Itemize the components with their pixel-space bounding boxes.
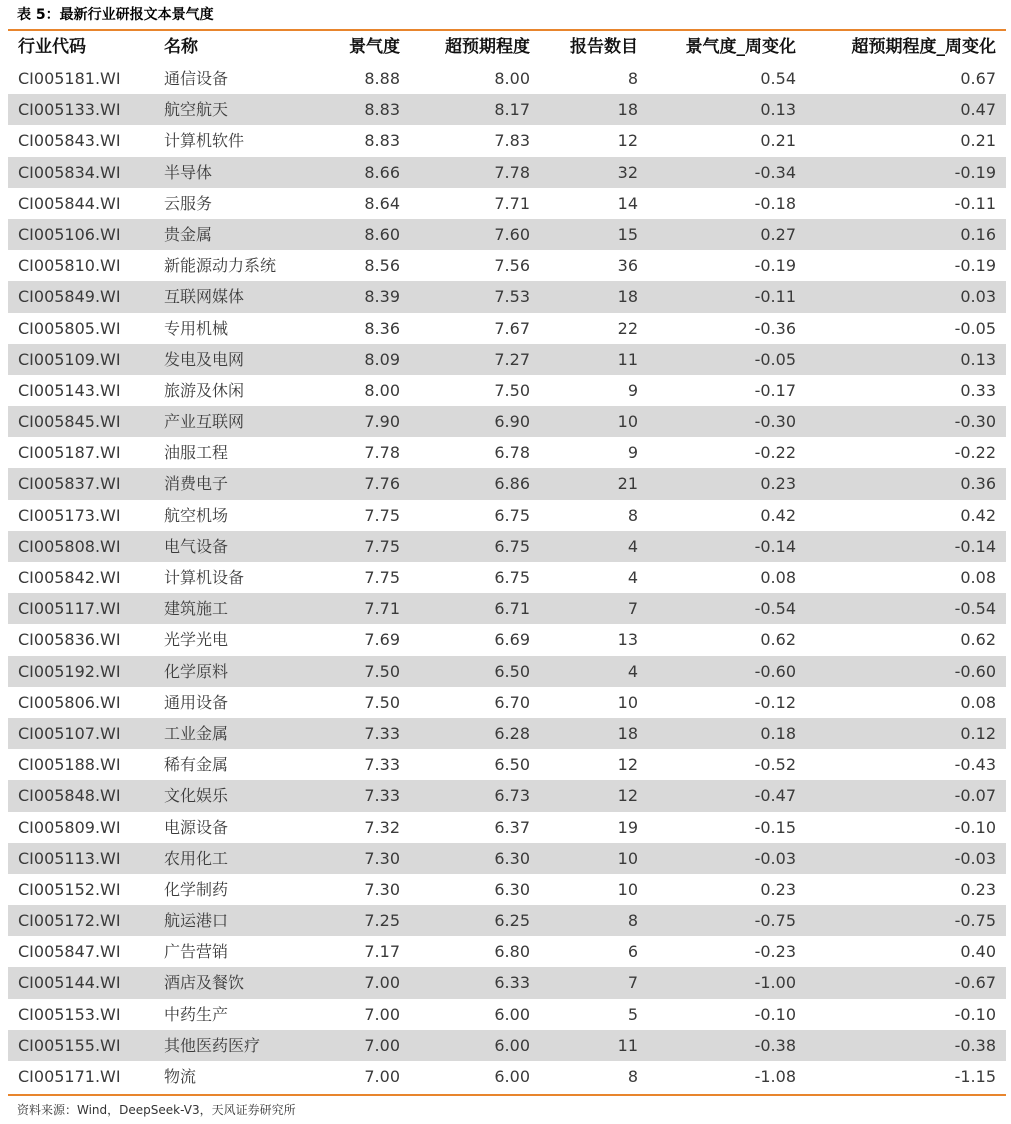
table-row bbox=[8, 656, 1006, 687]
cell-report-count: 32 bbox=[617, 162, 638, 182]
cell-surprise-degree: 6.75 bbox=[494, 568, 530, 587]
cell-report-count: 4 bbox=[627, 568, 638, 587]
cell-industry-code: CI005806.WI bbox=[18, 692, 121, 712]
cell-surprise-weekly-change: -0.22 bbox=[954, 443, 996, 463]
cell-sentiment: 7.50 bbox=[364, 692, 400, 712]
cell-industry-code: CI005837.WI bbox=[18, 474, 121, 494]
cell-sentiment-weekly-change: -0.23 bbox=[754, 942, 796, 962]
cell-sentiment: 8.88 bbox=[364, 69, 400, 88]
cell-sentiment-weekly-change: 0.08 bbox=[760, 568, 796, 587]
cell-surprise-weekly-change: -0.10 bbox=[954, 1004, 996, 1024]
cell-industry-code: CI005849.WI bbox=[18, 287, 121, 307]
cell-report-count: 7 bbox=[627, 599, 638, 619]
cell-sentiment-weekly-change: -0.52 bbox=[754, 755, 796, 775]
cell-surprise-degree: 6.86 bbox=[494, 474, 530, 494]
cell-surprise-weekly-change: 0.16 bbox=[960, 224, 996, 244]
cell-surprise-degree: 6.71 bbox=[494, 599, 530, 619]
cell-name: 旅游及休闲 bbox=[164, 380, 245, 400]
table-row bbox=[8, 749, 1006, 780]
cell-sentiment: 7.90 bbox=[364, 412, 400, 432]
cell-surprise-degree: 7.71 bbox=[494, 193, 530, 213]
cell-report-count: 18 bbox=[617, 287, 638, 307]
cell-industry-code: CI005836.WI bbox=[18, 630, 121, 650]
cell-name: 工业金属 bbox=[164, 723, 229, 743]
cell-surprise-weekly-change: 0.08 bbox=[960, 692, 996, 712]
cell-report-count: 9 bbox=[627, 380, 638, 400]
cell-surprise-weekly-change: -0.14 bbox=[954, 536, 996, 556]
cell-name: 计算机设备 bbox=[164, 568, 245, 587]
cell-surprise-weekly-change: 0.12 bbox=[960, 723, 996, 743]
cell-report-count: 8 bbox=[627, 505, 638, 525]
table-row bbox=[8, 94, 1006, 125]
cell-sentiment-weekly-change: -0.15 bbox=[754, 817, 796, 837]
cell-industry-code: CI005848.WI bbox=[18, 786, 121, 806]
header-sentiment-weekly-change: 景气度_周变化 bbox=[685, 37, 796, 57]
cell-surprise-degree: 7.78 bbox=[494, 162, 530, 182]
cell-name: 中药生产 bbox=[164, 1004, 229, 1024]
table-caption: 表 5：最新行业研报文本景气度 bbox=[17, 7, 214, 23]
cell-name: 发电及电网 bbox=[164, 349, 245, 369]
cell-sentiment-weekly-change: -0.12 bbox=[754, 692, 796, 712]
cell-sentiment-weekly-change: 0.27 bbox=[760, 224, 796, 244]
cell-report-count: 5 bbox=[627, 1004, 638, 1024]
cell-surprise-weekly-change: 0.08 bbox=[960, 568, 996, 587]
cell-sentiment: 7.76 bbox=[364, 474, 400, 494]
cell-industry-code: CI005845.WI bbox=[18, 412, 121, 432]
cell-sentiment-weekly-change: 0.23 bbox=[760, 474, 796, 494]
table-row bbox=[8, 999, 1006, 1030]
cell-industry-code: CI005173.WI bbox=[18, 505, 121, 525]
cell-surprise-degree: 7.60 bbox=[494, 224, 530, 244]
table-row bbox=[8, 812, 1006, 843]
cell-surprise-degree: 8.17 bbox=[494, 100, 530, 120]
table-row bbox=[8, 624, 1006, 655]
cell-report-count: 8 bbox=[627, 1067, 638, 1086]
cell-sentiment: 7.25 bbox=[364, 911, 400, 931]
table-row bbox=[8, 344, 1006, 375]
cell-surprise-degree: 7.67 bbox=[494, 318, 530, 338]
cell-sentiment-weekly-change: -0.19 bbox=[754, 256, 796, 276]
cell-sentiment-weekly-change: -0.60 bbox=[754, 661, 796, 681]
cell-surprise-degree: 6.00 bbox=[494, 1004, 530, 1024]
cell-name: 酒店及餐饮 bbox=[164, 973, 245, 993]
table-row bbox=[8, 843, 1006, 874]
cell-surprise-weekly-change: -0.30 bbox=[954, 412, 996, 432]
cell-industry-code: CI005847.WI bbox=[18, 942, 121, 962]
cell-sentiment: 8.36 bbox=[364, 318, 400, 338]
cell-sentiment: 7.50 bbox=[364, 661, 400, 681]
cell-sentiment-weekly-change: -0.03 bbox=[754, 848, 796, 868]
cell-industry-code: CI005155.WI bbox=[18, 1035, 121, 1055]
cell-report-count: 10 bbox=[617, 692, 638, 712]
cell-industry-code: CI005152.WI bbox=[18, 879, 121, 899]
cell-surprise-degree: 6.75 bbox=[494, 536, 530, 556]
cell-sentiment: 7.00 bbox=[364, 1004, 400, 1024]
table-row bbox=[8, 562, 1006, 593]
cell-surprise-weekly-change: -0.07 bbox=[954, 786, 996, 806]
cell-report-count: 4 bbox=[627, 536, 638, 556]
cell-sentiment: 8.56 bbox=[364, 256, 400, 276]
cell-name: 电气设备 bbox=[164, 536, 229, 556]
cell-industry-code: CI005106.WI bbox=[18, 224, 121, 244]
header-sentiment: 景气度 bbox=[349, 37, 400, 57]
cell-surprise-degree: 6.33 bbox=[494, 973, 530, 993]
cell-report-count: 6 bbox=[627, 942, 638, 962]
cell-sentiment-weekly-change: -0.54 bbox=[754, 599, 796, 619]
source-note: 资料来源：Wind，DeepSeek-V3，天风证券研究所 bbox=[17, 1103, 296, 1117]
cell-sentiment: 7.30 bbox=[364, 848, 400, 868]
cell-name: 航运港口 bbox=[164, 911, 229, 931]
table-row bbox=[8, 718, 1006, 749]
cell-surprise-weekly-change: -0.60 bbox=[954, 661, 996, 681]
cell-industry-code: CI005808.WI bbox=[18, 536, 121, 556]
cell-name: 化学制药 bbox=[164, 879, 229, 899]
cell-sentiment: 8.66 bbox=[364, 162, 400, 182]
cell-sentiment-weekly-change: 0.42 bbox=[760, 505, 796, 525]
cell-name: 航空航天 bbox=[164, 100, 229, 120]
cell-sentiment-weekly-change: -1.00 bbox=[754, 973, 796, 993]
cell-surprise-degree: 6.30 bbox=[494, 848, 530, 868]
cell-report-count: 36 bbox=[617, 256, 638, 276]
cell-name: 产业互联网 bbox=[164, 412, 245, 432]
cell-surprise-degree: 6.28 bbox=[494, 723, 530, 743]
cell-surprise-degree: 7.27 bbox=[494, 349, 530, 369]
cell-sentiment-weekly-change: 0.54 bbox=[760, 69, 796, 88]
cell-industry-code: CI005805.WI bbox=[18, 318, 121, 338]
cell-name: 物流 bbox=[164, 1067, 197, 1086]
cell-surprise-degree: 6.25 bbox=[494, 911, 530, 931]
cell-industry-code: CI005117.WI bbox=[18, 599, 121, 619]
cell-sentiment: 8.83 bbox=[364, 100, 400, 120]
cell-name: 化学原料 bbox=[164, 661, 229, 681]
cell-industry-code: CI005172.WI bbox=[18, 911, 121, 931]
cell-surprise-degree: 6.00 bbox=[494, 1067, 530, 1086]
cell-sentiment: 7.32 bbox=[364, 817, 400, 837]
cell-sentiment: 8.39 bbox=[364, 287, 400, 307]
cell-surprise-degree: 6.00 bbox=[494, 1035, 530, 1055]
cell-industry-code: CI005153.WI bbox=[18, 1004, 121, 1024]
cell-sentiment: 7.33 bbox=[364, 723, 400, 743]
cell-surprise-degree: 6.73 bbox=[494, 786, 530, 806]
cell-sentiment-weekly-change: 0.23 bbox=[760, 879, 796, 899]
cell-sentiment: 8.00 bbox=[364, 380, 400, 400]
cell-sentiment-weekly-change: -0.05 bbox=[754, 349, 796, 369]
cell-name: 消费电子 bbox=[164, 474, 229, 494]
cell-sentiment: 7.75 bbox=[364, 536, 400, 556]
cell-surprise-weekly-change: -0.54 bbox=[954, 599, 996, 619]
cell-industry-code: CI005809.WI bbox=[18, 817, 121, 837]
table-row bbox=[8, 188, 1006, 219]
cell-name: 其他医药医疗 bbox=[164, 1035, 261, 1055]
table-row bbox=[8, 967, 1006, 998]
cell-industry-code: CI005144.WI bbox=[18, 973, 121, 993]
cell-report-count: 21 bbox=[617, 474, 638, 494]
cell-industry-code: CI005143.WI bbox=[18, 380, 121, 400]
cell-surprise-degree: 6.90 bbox=[494, 412, 530, 432]
table-row bbox=[8, 250, 1006, 281]
cell-sentiment: 7.30 bbox=[364, 879, 400, 899]
cell-sentiment: 7.75 bbox=[364, 505, 400, 525]
table-row bbox=[8, 375, 1006, 406]
cell-industry-code: CI005810.WI bbox=[18, 256, 121, 276]
cell-sentiment: 7.69 bbox=[364, 630, 400, 650]
cell-report-count: 8 bbox=[627, 69, 638, 88]
cell-name: 文化娱乐 bbox=[164, 786, 229, 806]
cell-report-count: 9 bbox=[627, 443, 638, 463]
header-name: 名称 bbox=[164, 37, 198, 57]
cell-sentiment: 7.75 bbox=[364, 568, 400, 587]
cell-name: 油服工程 bbox=[164, 443, 229, 463]
cell-report-count: 13 bbox=[617, 630, 638, 650]
cell-sentiment-weekly-change: -0.10 bbox=[754, 1004, 796, 1024]
cell-industry-code: CI005187.WI bbox=[18, 443, 121, 463]
cell-industry-code: CI005113.WI bbox=[18, 848, 121, 868]
header-report-count: 报告数目 bbox=[570, 37, 638, 57]
cell-industry-code: CI005188.WI bbox=[18, 755, 121, 775]
cell-surprise-weekly-change: -0.38 bbox=[954, 1035, 996, 1055]
cell-sentiment: 7.71 bbox=[364, 599, 400, 619]
cell-surprise-degree: 6.50 bbox=[494, 661, 530, 681]
cell-sentiment: 7.33 bbox=[364, 786, 400, 806]
cell-sentiment-weekly-change: -0.14 bbox=[754, 536, 796, 556]
cell-surprise-degree: 7.53 bbox=[494, 287, 530, 307]
table-row bbox=[8, 780, 1006, 811]
table-row bbox=[8, 468, 1006, 499]
cell-name: 农用化工 bbox=[164, 848, 229, 868]
cell-industry-code: CI005834.WI bbox=[18, 162, 121, 182]
cell-sentiment-weekly-change: 0.18 bbox=[760, 723, 796, 743]
cell-surprise-degree: 6.30 bbox=[494, 879, 530, 899]
table-row bbox=[8, 936, 1006, 967]
cell-surprise-weekly-change: 0.62 bbox=[960, 630, 996, 650]
cell-surprise-weekly-change: 0.03 bbox=[960, 287, 996, 307]
cell-name: 建筑施工 bbox=[164, 599, 229, 619]
cell-surprise-degree: 7.83 bbox=[494, 131, 530, 151]
cell-report-count: 18 bbox=[617, 100, 638, 120]
cell-name: 半导体 bbox=[164, 162, 213, 182]
cell-industry-code: CI005133.WI bbox=[18, 100, 121, 120]
cell-sentiment-weekly-change: 0.21 bbox=[760, 131, 796, 151]
table-row bbox=[8, 1061, 1006, 1092]
cell-sentiment-weekly-change: -0.47 bbox=[754, 786, 796, 806]
table-row bbox=[8, 63, 1006, 94]
cell-sentiment-weekly-change: -0.38 bbox=[754, 1035, 796, 1055]
cell-surprise-weekly-change: -0.67 bbox=[954, 973, 996, 993]
cell-name: 光学光电 bbox=[164, 630, 229, 650]
cell-surprise-weekly-change: 0.47 bbox=[960, 100, 996, 120]
cell-sentiment-weekly-change: -0.11 bbox=[754, 287, 796, 307]
cell-surprise-weekly-change: -0.03 bbox=[954, 848, 996, 868]
table-row bbox=[8, 905, 1006, 936]
cell-surprise-degree: 7.50 bbox=[494, 380, 530, 400]
cell-industry-code: CI005107.WI bbox=[18, 723, 121, 743]
table-row bbox=[8, 593, 1006, 624]
cell-surprise-weekly-change: 0.36 bbox=[960, 474, 996, 494]
cell-surprise-weekly-change: -0.75 bbox=[954, 911, 996, 931]
header-surprise-degree: 超预期程度 bbox=[445, 37, 530, 57]
cell-industry-code: CI005843.WI bbox=[18, 131, 121, 151]
cell-surprise-degree: 6.80 bbox=[494, 942, 530, 962]
cell-surprise-weekly-change: 0.33 bbox=[960, 380, 996, 400]
cell-name: 航空机场 bbox=[164, 505, 229, 525]
cell-industry-code: CI005844.WI bbox=[18, 193, 121, 213]
cell-surprise-weekly-change: -1.15 bbox=[954, 1067, 996, 1086]
cell-sentiment-weekly-change: -0.22 bbox=[754, 443, 796, 463]
header-industry-code: 行业代码 bbox=[18, 37, 86, 57]
cell-sentiment-weekly-change: -0.36 bbox=[754, 318, 796, 338]
cell-industry-code: CI005181.WI bbox=[18, 69, 121, 88]
cell-sentiment-weekly-change: -0.75 bbox=[754, 911, 796, 931]
cell-surprise-weekly-change: 0.42 bbox=[960, 505, 996, 525]
cell-sentiment-weekly-change: -0.18 bbox=[754, 193, 796, 213]
table-row bbox=[8, 874, 1006, 905]
cell-surprise-weekly-change: -0.05 bbox=[954, 318, 996, 338]
cell-report-count: 18 bbox=[617, 723, 638, 743]
cell-report-count: 10 bbox=[617, 879, 638, 899]
cell-report-count: 15 bbox=[617, 224, 638, 244]
cell-name: 电源设备 bbox=[164, 817, 229, 837]
cell-surprise-weekly-change: -0.10 bbox=[954, 817, 996, 837]
cell-surprise-weekly-change: 0.21 bbox=[960, 131, 996, 151]
cell-surprise-weekly-change: 0.23 bbox=[960, 879, 996, 899]
cell-report-count: 14 bbox=[617, 193, 638, 213]
cell-surprise-degree: 8.00 bbox=[494, 69, 530, 88]
cell-surprise-weekly-change: -0.11 bbox=[954, 193, 996, 213]
cell-report-count: 19 bbox=[617, 817, 638, 837]
table-row bbox=[8, 125, 1006, 156]
cell-surprise-degree: 6.78 bbox=[494, 443, 530, 463]
cell-sentiment: 7.00 bbox=[364, 973, 400, 993]
cell-report-count: 11 bbox=[617, 1035, 638, 1055]
table-row bbox=[8, 531, 1006, 562]
industry-sentiment-table bbox=[8, 32, 1006, 1092]
cell-industry-code: CI005109.WI bbox=[18, 349, 121, 369]
cell-sentiment: 8.83 bbox=[364, 131, 400, 151]
cell-report-count: 4 bbox=[627, 661, 638, 681]
cell-surprise-weekly-change: 0.67 bbox=[960, 69, 996, 88]
cell-report-count: 12 bbox=[617, 755, 638, 775]
cell-surprise-weekly-change: 0.40 bbox=[960, 942, 996, 962]
cell-name: 通信设备 bbox=[164, 69, 229, 88]
cell-sentiment: 8.09 bbox=[364, 349, 400, 369]
table-row bbox=[8, 313, 1006, 344]
cell-name: 专用机械 bbox=[164, 318, 229, 338]
bottom-rule bbox=[8, 1094, 1006, 1096]
table-row bbox=[8, 157, 1006, 188]
table-row bbox=[8, 219, 1006, 250]
cell-report-count: 22 bbox=[617, 318, 638, 338]
cell-sentiment: 7.17 bbox=[364, 942, 400, 962]
table-row bbox=[8, 437, 1006, 468]
cell-surprise-weekly-change: -0.19 bbox=[954, 162, 996, 182]
top-rule bbox=[8, 29, 1006, 31]
table-row bbox=[8, 687, 1006, 718]
cell-sentiment: 7.00 bbox=[364, 1035, 400, 1055]
table-row bbox=[8, 281, 1006, 312]
cell-report-count: 10 bbox=[617, 412, 638, 432]
cell-name: 云服务 bbox=[164, 193, 213, 213]
cell-sentiment: 7.00 bbox=[364, 1067, 400, 1086]
table-row bbox=[8, 500, 1006, 531]
cell-report-count: 10 bbox=[617, 848, 638, 868]
cell-surprise-degree: 6.37 bbox=[494, 817, 530, 837]
cell-sentiment: 8.64 bbox=[364, 193, 400, 213]
header-surprise-weekly-change: 超预期程度_周变化 bbox=[851, 37, 996, 57]
cell-report-count: 8 bbox=[627, 911, 638, 931]
cell-industry-code: CI005842.WI bbox=[18, 568, 121, 587]
cell-surprise-degree: 7.56 bbox=[494, 256, 530, 276]
cell-report-count: 11 bbox=[617, 349, 638, 369]
cell-sentiment-weekly-change: -0.30 bbox=[754, 412, 796, 432]
cell-report-count: 12 bbox=[617, 131, 638, 151]
cell-surprise-degree: 6.50 bbox=[494, 755, 530, 775]
cell-surprise-degree: 6.70 bbox=[494, 692, 530, 712]
cell-sentiment-weekly-change: -0.34 bbox=[754, 162, 796, 182]
table-row bbox=[8, 406, 1006, 437]
cell-sentiment: 7.33 bbox=[364, 755, 400, 775]
table-row bbox=[8, 1030, 1006, 1061]
cell-name: 互联网媒体 bbox=[164, 287, 245, 307]
cell-name: 计算机软件 bbox=[164, 131, 245, 151]
cell-sentiment: 7.78 bbox=[364, 443, 400, 463]
cell-report-count: 7 bbox=[627, 973, 638, 993]
cell-surprise-weekly-change: 0.13 bbox=[960, 349, 996, 369]
cell-surprise-weekly-change: -0.43 bbox=[954, 755, 996, 775]
cell-name: 广告营销 bbox=[164, 942, 229, 962]
cell-sentiment-weekly-change: 0.62 bbox=[760, 630, 796, 650]
cell-surprise-degree: 6.75 bbox=[494, 505, 530, 525]
cell-surprise-weekly-change: -0.19 bbox=[954, 256, 996, 276]
cell-report-count: 12 bbox=[617, 786, 638, 806]
cell-name: 新能源动力系统 bbox=[164, 256, 277, 276]
cell-name: 稀有金属 bbox=[164, 755, 229, 775]
cell-industry-code: CI005171.WI bbox=[18, 1067, 121, 1086]
cell-sentiment-weekly-change: -0.17 bbox=[754, 380, 796, 400]
cell-industry-code: CI005192.WI bbox=[18, 661, 121, 681]
cell-name: 通用设备 bbox=[164, 692, 229, 712]
table-header-row bbox=[8, 32, 1006, 63]
cell-sentiment: 8.60 bbox=[364, 224, 400, 244]
cell-name: 贵金属 bbox=[164, 224, 213, 244]
cell-surprise-degree: 6.69 bbox=[494, 630, 530, 650]
cell-sentiment-weekly-change: 0.13 bbox=[760, 100, 796, 120]
cell-sentiment-weekly-change: -1.08 bbox=[754, 1067, 796, 1086]
